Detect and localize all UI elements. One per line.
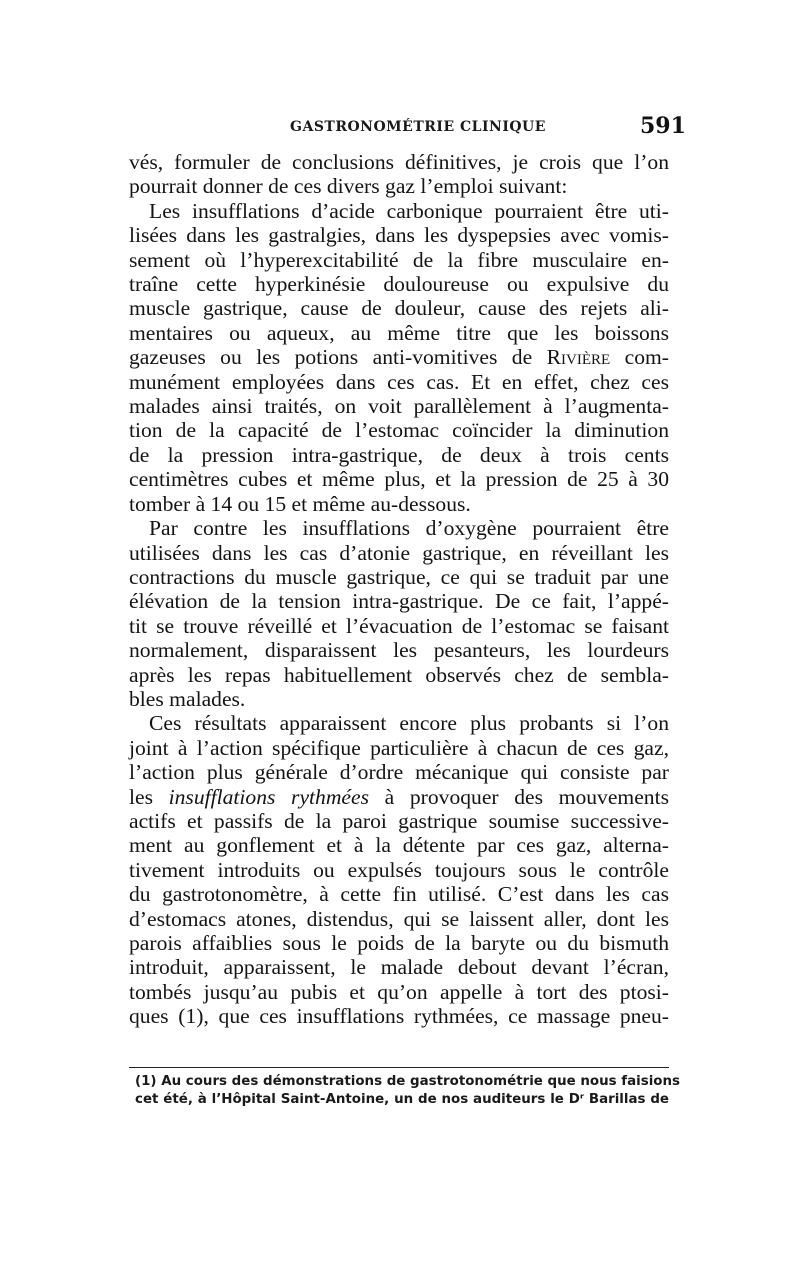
text-line: tombés jusqu’au pubis et qu’on appelle à tort des ptosi-: [129, 979, 669, 1004]
footnote-line: (1) Au cours des démonstrations de gastrotonométrie que nous faisions: [135, 1074, 681, 1089]
text-line: actifs et passifs de la paroi gastrique soumise successive-: [129, 808, 669, 833]
text-line: ment au gonflement et à la détente par ces gaz, alterna-: [129, 833, 669, 858]
footnote-divider: [129, 1067, 669, 1068]
text-line: vés, formuler de conclusions définitives, je crois que l’on: [129, 150, 669, 174]
text-line: Ces résultats apparaissent encore plus probants si l’on: [149, 711, 669, 736]
body-text: [129, 150, 669, 1029]
text-line: Par contre les insufflations d’oxygène pourraient être: [149, 516, 669, 541]
running-title: GASTRONOMÉTRIE CLINIQUE: [290, 119, 546, 135]
text-line: d’estomacs atones, distendus, qui se laissent aller, dont les: [129, 906, 669, 931]
footnotes: [135, 1073, 681, 1109]
text-line: tivement introduits ou expulsés toujours sous le contrôle: [129, 857, 669, 882]
text-line: après les repas habituellement observés chez de sembla-: [129, 662, 669, 687]
text-line: Les insufflations d’acide carbonique pourraient être uti-: [149, 198, 669, 223]
text-line: bles malades.: [129, 686, 246, 711]
text-line: munément employées dans ces cas. Et en effet, chez ces: [129, 369, 669, 394]
italic-term: insufflations rythmées: [168, 784, 370, 809]
text-line: centimètres cubes et même plus, et la pression de 25 à 30: [129, 467, 669, 492]
text-line: parois affaiblies sous le poids de la baryte ou du bismuth: [129, 931, 669, 955]
text-line: normalement, disparaissent les pesanteurs, les lourdeurs: [129, 638, 669, 663]
text-line: l’action plus générale d’ordre mécanique qui consiste par: [129, 760, 669, 785]
text-line: pourrait donner de ces divers gaz l’emploi suivant:: [129, 174, 568, 199]
text-line: tion de la capacité de l’estomac coïncider la diminution: [129, 418, 669, 443]
text-line: du gastrotonomètre, à cette fin utilisé. C’est dans les cas: [129, 882, 669, 907]
text-line: de la pression intra-gastrique, de deux à trois cents: [129, 442, 669, 467]
text-line: élévation de la tension intra-gastrique. De ce fait, l’appé-: [129, 589, 669, 614]
text-line: tit se trouve réveillé et l’évacuation de l’estomac se faisant: [129, 613, 669, 638]
footnote-line: cet été, à l’Hôpital Saint-Antoine, un de nos auditeurs le Dʳ Barillas de: [135, 1092, 669, 1107]
text-segment: com-: [624, 345, 669, 370]
text-line: lisées dans les gastralgies, dans les dyspepsies avec vomis-: [129, 223, 669, 248]
text-line: utilisées dans les cas d’atonie gastrique, en réveillant les: [129, 540, 669, 565]
text-line: ques (1), que ces insufflations rythmées, ce massage pneu-: [129, 1004, 669, 1029]
text-line: tomber à 14 ou 15 et même au-dessous.: [129, 491, 471, 516]
text-line: joint à l’action spécifique particulière à chacun de ces gaz,: [129, 735, 669, 760]
text-line: sement où l’hyperexcitabilité de la fibre musculaire en-: [129, 247, 669, 272]
text-line: introduit, apparaissent, le malade debout devant l’écran,: [129, 955, 669, 980]
author-name: Rivière: [546, 345, 611, 370]
page-number: 591: [640, 113, 686, 139]
text-line: contractions du muscle gastrique, ce qui se traduit par une: [129, 564, 669, 589]
text-segment: les: [129, 784, 153, 809]
text-segment: gazeuses ou les potions anti-vomitives de: [129, 345, 533, 370]
text-line: [129, 345, 669, 369]
text-line: [129, 785, 669, 809]
text-line: muscle gastrique, cause de douleur, cause des rejets ali-: [129, 296, 669, 321]
text-line: traîne cette hyperkinésie douloureuse ou expulsive du: [129, 272, 669, 297]
text-line: malades ainsi traités, on voit parallèlement à l’augmenta-: [129, 394, 669, 419]
text-segment: à provoquer des mouvements: [384, 784, 670, 809]
text-line: mentaires ou aqueux, au même titre que les boissons: [129, 320, 669, 345]
